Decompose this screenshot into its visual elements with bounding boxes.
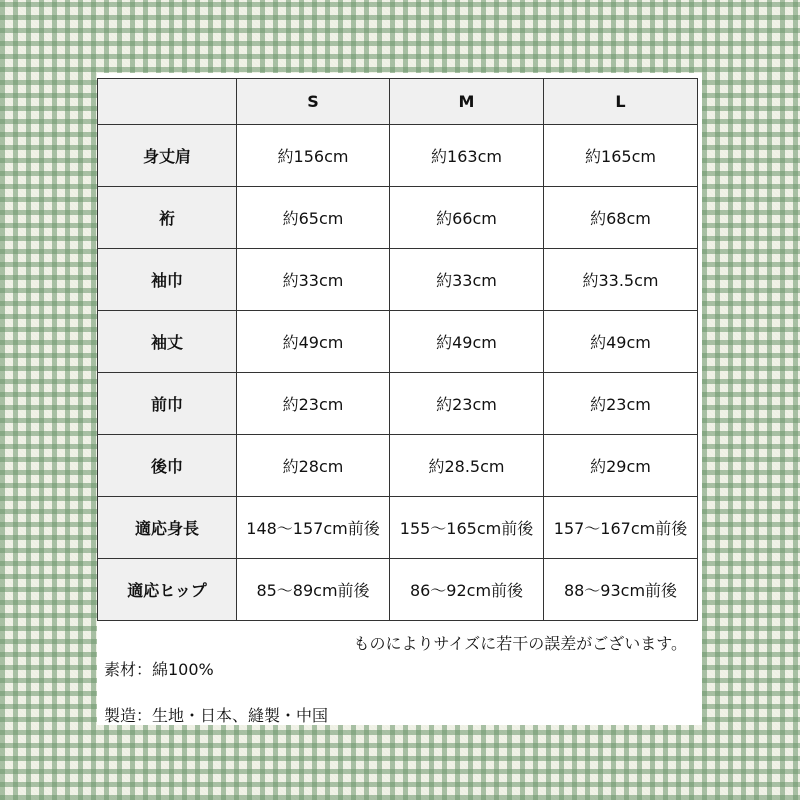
table-cell: 約49cm: [544, 311, 698, 373]
table-cell: 約33.5cm: [544, 249, 698, 311]
table-cell: 約66cm: [390, 187, 544, 249]
table-cell: 85～89cm前後: [237, 559, 390, 621]
row-label: 適応ヒップ: [98, 559, 237, 621]
table-cell: 約163cm: [390, 125, 544, 187]
table-row: [98, 125, 698, 187]
table-cell: 148～157cm前後: [237, 497, 390, 559]
table-cell: 約23cm: [544, 373, 698, 435]
table-header-row: [98, 79, 698, 125]
header-cell-size-l: L: [544, 79, 698, 125]
row-label: 適応身長: [98, 497, 237, 559]
table-cell: 約49cm: [390, 311, 544, 373]
size-table: [97, 78, 698, 621]
table-row: [98, 435, 698, 497]
header-cell-empty: [98, 79, 237, 125]
row-label: 後巾: [98, 435, 237, 497]
table-cell: 157～167cm前後: [544, 497, 698, 559]
size-variance-note: ものによりサイズに若干の誤差がございます。: [353, 634, 687, 653]
table-cell: 86～92cm前後: [390, 559, 544, 621]
table-cell: 約23cm: [237, 373, 390, 435]
table-row: [98, 497, 698, 559]
size-chart-panel: [97, 73, 702, 725]
table-cell: 約29cm: [544, 435, 698, 497]
table-cell: 約23cm: [390, 373, 544, 435]
row-label: 袖巾: [98, 249, 237, 311]
table-cell: 約156cm: [237, 125, 390, 187]
table-row: [98, 249, 698, 311]
row-label: 裄: [98, 187, 237, 249]
row-label: 袖丈: [98, 311, 237, 373]
table-cell: 155～165cm前後: [390, 497, 544, 559]
header-cell-size-m: M: [390, 79, 544, 125]
table-cell: 約65cm: [237, 187, 390, 249]
table-row: [98, 311, 698, 373]
row-label: 身丈肩: [98, 125, 237, 187]
table-row: [98, 559, 698, 621]
table-row: [98, 373, 698, 435]
header-cell-size-s: S: [237, 79, 390, 125]
manufacturing-origin-text: 製造：生地・日本、縫製・中国: [104, 706, 329, 725]
table-cell: 約49cm: [237, 311, 390, 373]
table-cell: 約68cm: [544, 187, 698, 249]
table-cell: 約33cm: [390, 249, 544, 311]
table-cell: 約165cm: [544, 125, 698, 187]
table-cell: 約33cm: [237, 249, 390, 311]
table-cell: 88～93cm前後: [544, 559, 698, 621]
material-text: 素材：綿100%: [104, 660, 214, 679]
table-cell: 約28cm: [237, 435, 390, 497]
table-row: [98, 187, 698, 249]
table-cell: 約28.5cm: [390, 435, 544, 497]
row-label: 前巾: [98, 373, 237, 435]
